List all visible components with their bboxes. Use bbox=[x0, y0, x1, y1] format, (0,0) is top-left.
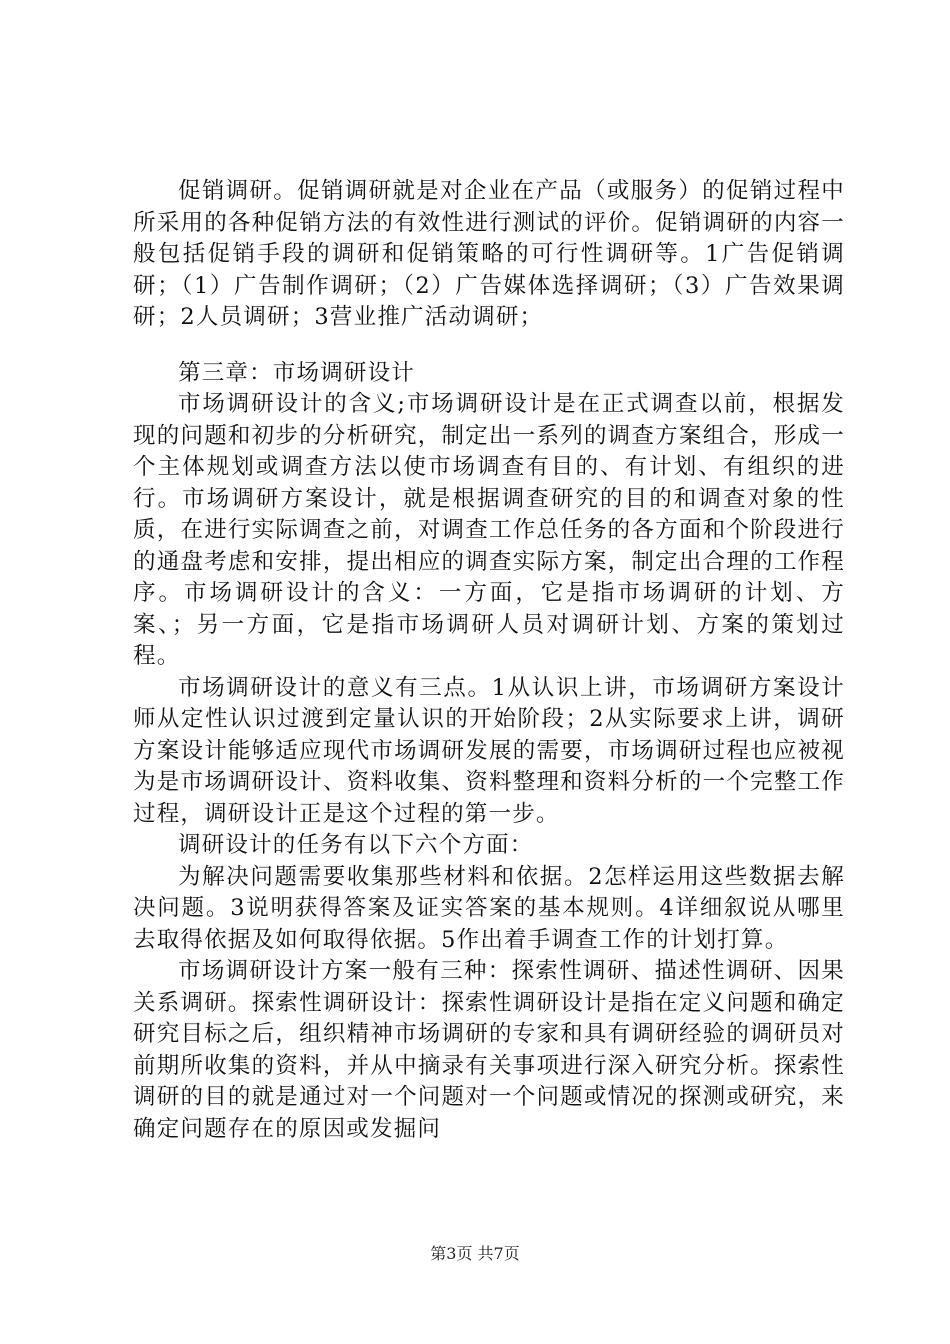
paragraph-design-tasks-intro: 调研设计的任务有以下六个方面： bbox=[178, 832, 534, 858]
paragraph-design-definition: 市场调研设计的含义;市场调研设计是在正式调查以前，根据发现的问题和初步的分析研究，制定出一系列的调查方案组合，形成一个主体规划或调查方法以使市场调查有目的、有计划、有组织的进行。市场调研方案设计，就是根据调查研究的目的和调查对象的性质，在进行实际调查之前，对调查工作总任务的各方面和个阶段进行的通盘考虑和安排，提出相应的调查实际方案，制定出合理的工作程序。市场调研设计的含义：一方面，它是指市场调研的计划、方案、；另一方面，它是指市场调研人员对调研计划、方案的策划过程。 bbox=[133, 391, 845, 669]
paragraph-design-tasks-list: 为解决问题需要收集那些材料和依据。2怎样运用这些数据去解决问题。3说明获得答案及证实答案的基本规则。4详细叙说从哪里去取得依据及如何取得依据。5作出着手调查工作的计划打算。 bbox=[133, 863, 845, 953]
chapter-heading: 第三章：市场调研设计 bbox=[178, 359, 416, 386]
paragraph-promotion-research: 促销调研。促销调研就是对企业在产品（或服务）的促销过程中所采用的各种促销方法的有效性进行测试的评价。促销调研的内容一般包括促销手段的调研和促销策略的可行性调研等。1广告促销调研；（1）广告制作调研；（2）广告媒体选择调研；（3）广告效果调研；2人员调研；3营业推广活动调研； bbox=[133, 178, 845, 330]
page-number-footer: 第3页 共7页 bbox=[430, 1244, 520, 1263]
paragraph-design-types: 市场调研设计方案一般有三种：探索性调研、描述性调研、因果关系调研。探索性调研设计：探索性调研设计是指在定义问题和确定研究目标之后，组织精神市场调研的专家和具有调研经验的调研员对前期所收集的资料，并从中摘录有关事项进行深入研究分析。探索性调研的目的就是通过对一个问题对一个问题或情况的探测或研究，来确定问题存在的原因或发掘问 bbox=[133, 958, 845, 1142]
paragraph-design-significance: 市场调研设计的意义有三点。1从认识上讲，市场调研方案设计师从定性认识过渡到定量认识的开始阶段；2从实际要求上讲，调研方案设计能够适应现代市场调研发展的需要，市场调研过程也应被视为是市场调研设计、资料收集、资料整理和资料分析的一个完整工作过程，调研设计正是这个过程的第一步。 bbox=[133, 674, 845, 827]
document-body bbox=[133, 176, 845, 1145]
